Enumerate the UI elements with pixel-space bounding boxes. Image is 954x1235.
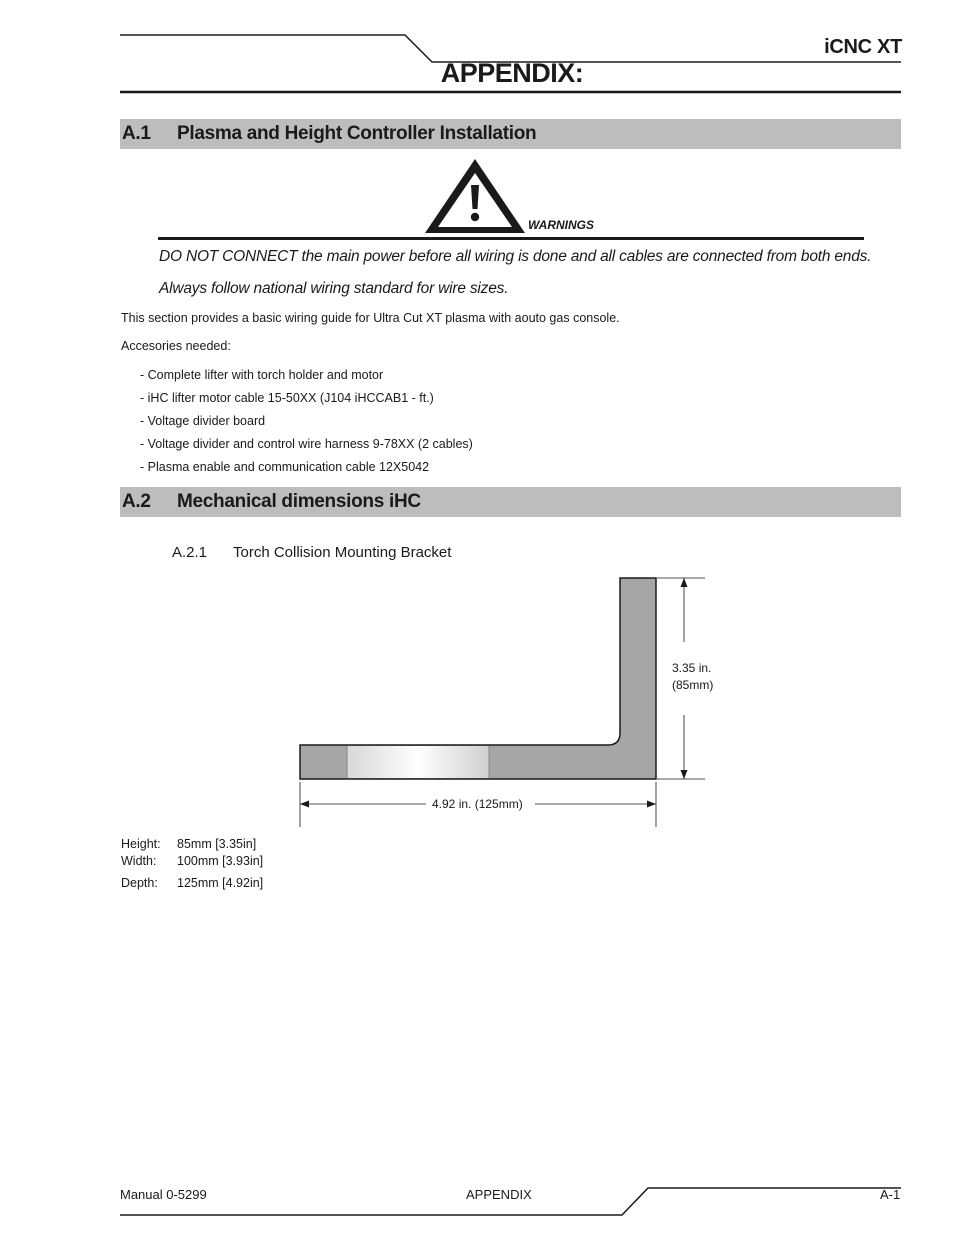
list-item: - Voltage divider and control wire harness 9-78XX (2 cables) (140, 437, 473, 451)
height-dimension-label: 3.35 in. (672, 661, 712, 675)
page-title: APPENDIX: (440, 58, 584, 88)
section-title: Mechanical dimensions iHC (177, 491, 421, 512)
section-heading-a2 (120, 487, 901, 517)
list-item: - Plasma enable and communication cable 12X5042 (140, 460, 430, 474)
spec-label: Depth: (121, 876, 158, 890)
bracket-slot (347, 746, 489, 778)
spec-value: 100mm [3.93in] (177, 854, 264, 868)
subsection-number: A.2.1 (172, 544, 208, 561)
subsection-label: Torch Collision Mounting Bracket (233, 544, 452, 561)
footer-page-number: A-1 (880, 1187, 901, 1202)
bracket-drawing (290, 570, 740, 835)
warning-line: DO NOT CONNECT the main power before all wiring is done and all cables are connected from both ends. (159, 248, 872, 265)
section-number: A.1 (122, 123, 151, 144)
warning-line: Always follow national wiring standard for wire sizes. (159, 280, 509, 297)
section-heading-a1 (120, 119, 901, 149)
accessories-heading: Accesories needed: (121, 339, 231, 353)
spec-value: 125mm [4.92in] (177, 876, 264, 890)
spec-value: 85mm [3.35in] (177, 837, 257, 851)
footer-manual-number: Manual 0-5299 (120, 1187, 207, 1202)
warning-triangle-icon (423, 157, 527, 235)
warning-divider (158, 237, 864, 240)
width-dimension-label: 4.92 in. (125mm) (432, 797, 523, 811)
list-item: - Voltage divider board (140, 414, 266, 428)
product-name: iCNC XT (824, 36, 902, 58)
section-title: Plasma and Height Controller Installation (177, 123, 537, 144)
spec-label: Height: (121, 837, 161, 851)
height-dimension-label: (85mm) (672, 678, 714, 692)
spec-label: Width: (121, 854, 157, 868)
warning-caption: WARNINGS (528, 218, 594, 232)
list-item: - iHC lifter motor cable 15-50XX (J104 iHCCAB1 - ft.) (140, 391, 434, 405)
section-number: A.2 (122, 491, 151, 512)
list-item: - Complete lifter with torch holder and motor (140, 368, 384, 382)
subsection-title (172, 544, 451, 561)
intro-paragraph: This section provides a basic wiring guide for Ultra Cut XT plasma with aouto gas console. (121, 311, 620, 325)
footer-section-name: APPENDIX (466, 1187, 532, 1202)
